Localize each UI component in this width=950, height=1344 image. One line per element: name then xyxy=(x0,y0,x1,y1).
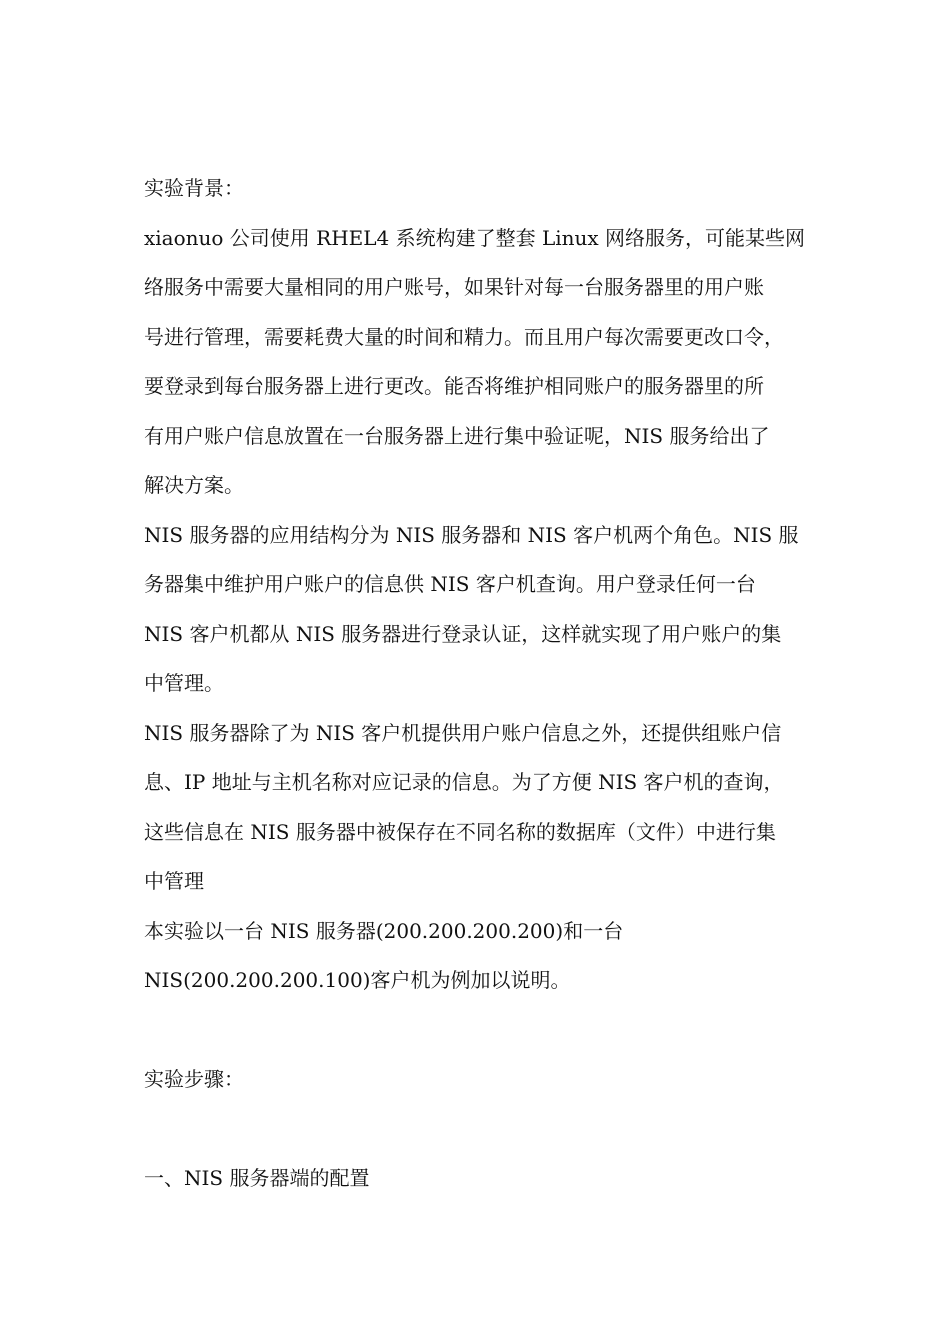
section-title: 一、NIS 服务器端的配置 xyxy=(144,1166,370,1190)
paragraph-databases xyxy=(144,709,814,907)
text-line: 有用户账户信息放置在一台服务器上进行集中验证呢，NIS 服务给出了 xyxy=(144,423,770,448)
text-line: 务器集中维护用户账户的信息供 NIS 客户机查询。用户登录任何一台 xyxy=(144,572,756,596)
text-line: 要登录到每台服务器上进行更改。能否将维护相同账户的服务器里的所 xyxy=(144,374,764,398)
text-line: xiaonuo 公司使用 RHEL4 系统构建了整套 Linux 网络服务，可能某些网 xyxy=(144,225,806,250)
text-line: 息、IP 地址与主机名称对应记录的信息。为了方便 NIS 客户机的查询， xyxy=(144,770,784,794)
text-line: NIS 客户机都从 NIS 服务器进行登录认证，这样就实现了用户账户的集 xyxy=(144,621,782,646)
text-line: NIS 服务器的应用结构分为 NIS 服务器和 NIS 客户机两个角色。NIS 服 xyxy=(144,522,799,547)
text-line: 中管理。 xyxy=(144,671,224,695)
text-line: NIS 服务器除了为 NIS 客户机提供用户账户信息之外，还提供组账户信 xyxy=(144,720,782,745)
steps-heading: 实验步骤： xyxy=(144,1067,244,1091)
spacer xyxy=(144,1105,814,1155)
background-heading: 实验背景： xyxy=(144,176,244,200)
paragraph-example xyxy=(144,907,814,1006)
spacer xyxy=(144,1006,814,1056)
text-line: 解决方案。 xyxy=(144,473,244,497)
document-page xyxy=(144,164,814,1204)
text-line: 这些信息在 NIS 服务器中被保存在不同名称的数据库（文件）中进行集 xyxy=(144,819,776,844)
text-line: 络服务中需要大量相同的用户账号，如果针对每一台服务器里的用户账 xyxy=(144,275,764,299)
paragraph-structure xyxy=(144,511,814,709)
text-line: 号进行管理，需要耗费大量的时间和精力。而且用户每次需要更改口令， xyxy=(144,324,784,349)
text-line: 中管理 xyxy=(144,869,204,893)
text-line: NIS(200.200.200.100)客户机为例加以说明。 xyxy=(144,968,571,992)
paragraph-intro xyxy=(144,214,814,511)
text-line: 本实验以一台 NIS 服务器(200.200.200.200)和一台 xyxy=(144,918,624,943)
